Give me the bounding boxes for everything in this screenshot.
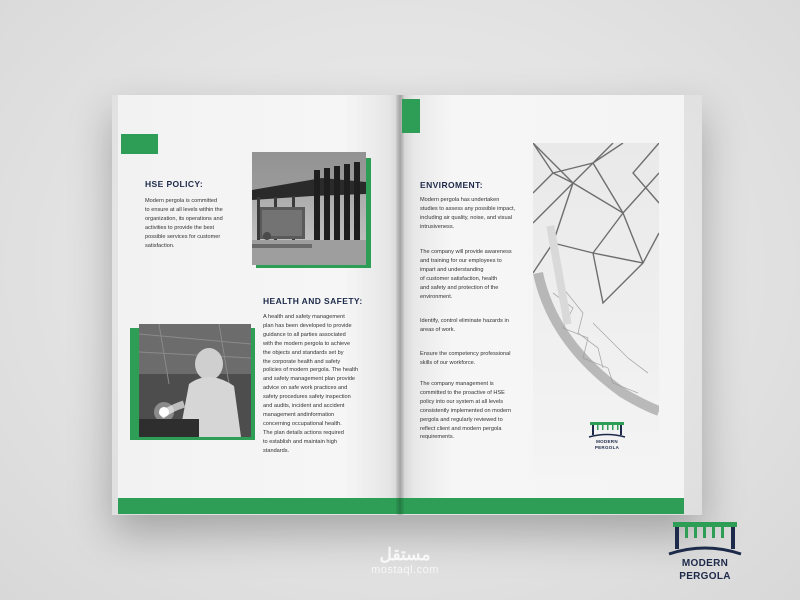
health-safety-heading: HEALTH AND SAFETY: bbox=[263, 296, 363, 306]
corner-logo-line1: MODERN bbox=[681, 558, 729, 569]
pergola-logo-icon bbox=[665, 518, 745, 560]
mostaql-watermark bbox=[340, 546, 470, 576]
page-modern-pergola-logo bbox=[588, 420, 626, 452]
pergola-logo-icon bbox=[588, 420, 626, 440]
right-page-bottom-stripe bbox=[400, 498, 684, 514]
watermark-arabic: مستقل bbox=[379, 545, 431, 564]
environment-heading: ENVIROMENT: bbox=[420, 180, 483, 190]
corner-logo-line2: PERGOLA bbox=[679, 571, 731, 582]
environment-paragraph-4: Ensure the competency professional skills of our workforce. bbox=[420, 351, 511, 366]
environment-paragraph-2: The company will provide awareness and training for our employees to impart and understanding of customer satisfaction, health and safety and protection of the environment. bbox=[420, 249, 512, 300]
hse-policy-heading: HSE POLICY: bbox=[145, 179, 204, 189]
corner-modern-pergola-logo bbox=[665, 518, 745, 590]
environment-paragraph-3: Identify, control eliminate hazards in areas of work. bbox=[420, 318, 509, 333]
environment-paragraph-1: Modern pergola has undertaken studies to assess any possible impact, including air quality, noise, and visual intrusiveness. bbox=[420, 197, 516, 230]
brochure-spine bbox=[396, 95, 404, 515]
left-page-bottom-stripe bbox=[118, 498, 400, 514]
green-accent-top-left bbox=[121, 134, 158, 154]
green-accent-top-right bbox=[402, 99, 420, 133]
environment-paragraph-5: The company management is committed to the proactive of HSE policy into our system at all levels consistently implemented on modern pergola and regularly reviewed to reflect client and modern pergola requirements. bbox=[420, 381, 512, 441]
welder-photo bbox=[139, 324, 251, 437]
watermark-latin: mostaql.com bbox=[371, 564, 439, 576]
hse-policy-text: Modern pergola is committed to ensure at all levels within the organization, its operations and activities to provide the best possible services for customer satisfaction. bbox=[145, 198, 223, 249]
health-safety-text: A health and safety management plan has been developed to provide guidance to all parties associated with the modern pergola to achieve the objects and standards set by the corporate health and safety policies of modern pergola. The health and safety management plan provide advice on safe work practices and safety procedures safety inspection and audits, incident and accident management andinformation concerning occupational health. The plan details actions required to establish and maintain high standards. bbox=[263, 314, 359, 454]
page-logo-line2: PERGOLA bbox=[594, 445, 620, 450]
page-logo-line1: MODERN bbox=[596, 439, 618, 444]
pergola-photo bbox=[252, 152, 366, 265]
